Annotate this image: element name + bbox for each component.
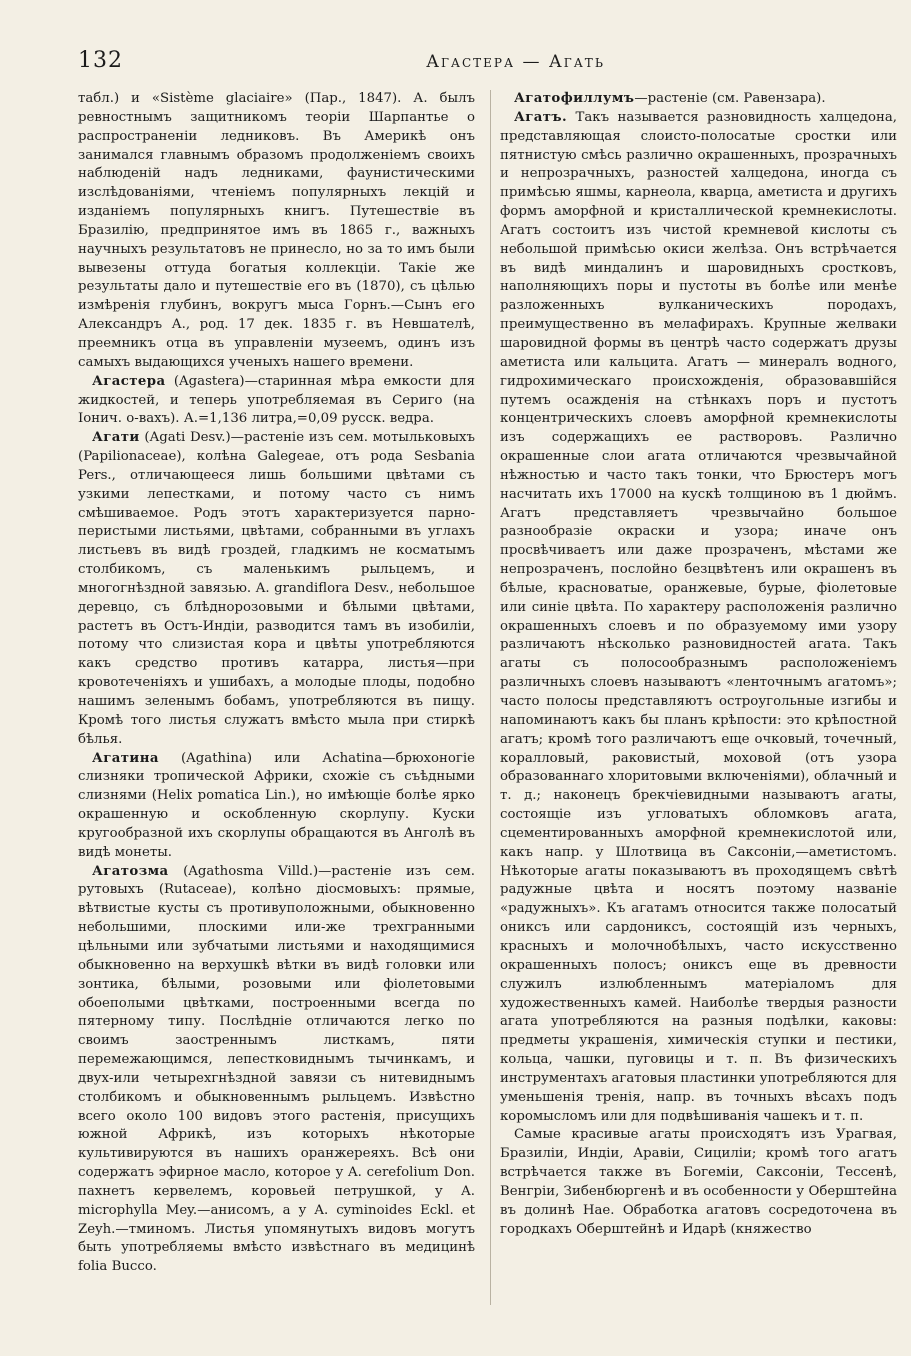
- column-divider: [490, 90, 491, 1305]
- entry-text-agati: (Agati Desv.)—растеніе изъ сем. мотыльковыхъ (Papilionaceae), колѣна Galegeae, отъ рода Sesbania Pers., отличающееся лишь большими цвѣтами съ узкими лепестками, и потому часто съ нимъ смѣшиваемое. Родъ этотъ характеризуется парно-перистыми листьями, цвѣтами, собранными въ углахъ листьевъ въ видѣ гроздей, гладкимъ не косматымъ столбикомъ, съ маленькимъ рыльцемъ, и многогнѣздной завязью. A. grandiflora Desv., небольшое деревцо, съ блѣднорозовыми и бѣлыми цвѣтами, растетъ въ Остъ-Индіи, разводится тамъ въ изобиліи, потому что слизистая кора и цвѣты употребляются какъ средство противъ катарра, листья—при кровотеченіяхъ и ушибахъ, а молодые плоды, подобно нашимъ зеленымъ бобамъ, употребляются въ пищу. Кромѣ того листья служатъ вмѣсто мыла при стиркѣ бѣлья.: [78, 430, 475, 747]
- headword-agatozma: Агатозма: [92, 863, 169, 879]
- entry-agatina: [78, 750, 475, 863]
- entry-agatozma: [78, 863, 475, 1278]
- entry-text-agastera: (Agastera)—старинная мѣра емкости для жидкостей, и теперь употребляемая въ Сериго (на Іонич. о-вахъ). А.=1,136 литра,=0,09 русск. ведра.: [78, 373, 475, 427]
- page-header: [78, 48, 883, 78]
- right-column: [500, 90, 897, 1308]
- headword-agastera: Агастера: [92, 373, 166, 389]
- entry-text-agatozma: (Agathosma Villd.)—растеніе изъ сем. рутовыхъ (Rutaceae), колѣно діосмовыхъ: прямые, вѣтвистые кусты съ противуположными, обыкновенно небольшими, плоскими или-же трехгранными цѣльными или зубчатыми листьями и находящимися обыкновенно на верхушкѣ вѣтки въ видѣ головки или зонтика, бѣлыми, розовыми или фіолетовыми обоеполыми цвѣтками, построенными всегда по пятерному типу. Послѣдніе отличаются легко по своимъ заостреннымъ листкамъ, пяти перемежающимся, лепестковиднымъ тычинкамъ, и двух-или четырехгнѣздной завязи съ нитевиднымъ столбикомъ и обыкновеннымъ рыльцемъ. Извѣстно всего около 100 видовъ этого растенія, присущихъ южной Африкѣ, изъ которыхъ нѣкоторые культивируются въ нашихъ оранжереяхъ. Всѣ они содержатъ эфирное масло, которое у A. cerefolium Don. пахнетъ кервелемъ, коровьей петрушкой, у A. microphylla Mey.—анисомъ, а у A. cyminoides Eckl. et Zeyh.—тминомъ. Листья упомянутыхъ видовъ могутъ быть употребляемы вмѣсто извѣстнаго въ медицинѣ folia Bucco.: [78, 863, 475, 1275]
- article-continuation: табл.) и «Sistème glaciaire» (Пар., 1847). А. былъ ревностнымъ защитникомъ теоріи Шарпантье о распространеніи ледниковъ. Въ Америкѣ онъ занимался главнымъ образомъ продолженіемъ своихъ наблюденій надъ ледниками, фаунистическими изслѣдованіями, чтеніемъ популярныхъ лекцій и изданіемъ популярныхъ книгъ. Путешествіе въ Бразилію, предпринятое имъ въ 1865 г., важныхъ научныхъ результатовъ не принесло, но за то имъ были вывезены оттуда богатыя коллекціи. Такіе же результаты дало и путешествіе его въ (1870), съ цѣлью измѣренія глубинъ, вокругъ мыса Горнъ.—Сынъ его Александръ А., род. 17 дек. 1835 г. въ Невшателѣ, преемникъ отца въ управленіи музеемъ, одинъ изъ самыхъ выдающихся ученыхъ нашего времени.: [78, 91, 475, 370]
- headword-agatofillum: Агатофиллумъ: [514, 91, 635, 106]
- page-number: 132: [78, 48, 123, 73]
- entry-text-agatofillum: —растеніе (см. Равензара).: [634, 91, 826, 106]
- entry-agat: [500, 109, 897, 1127]
- left-column: [78, 90, 475, 1308]
- entry-agat-continued: Самые красивые агаты происходятъ изъ Урагвая, Бразиліи, Индіи, Аравіи, Сициліи; кромѣ того агатъ встрѣчается также въ Богеміи, Саксоніи, Тессенѣ, Венгріи, Зибенбюргенѣ и въ особенности у Оберштейна въ долинѣ Нае. Обработка агатовъ сосредоточена въ городкахъ Оберштейнѣ и Идарѣ (княжество: [500, 1127, 897, 1237]
- entry-text-agat: Такъ называется разновидность халцедона, представляющая слоисто-полосатые сростки или пятнистую смѣсь различно окрашенныхъ, прозрачныхъ и непрозрачныхъ, разностей халцедона, иногда съ примѣсью яшмы, карнеола, кварца, аметиста и другихъ формъ аморфной и кристаллической кремнекислоты. Агатъ состоитъ изъ чистой кремневой кислоты съ небольшой примѣсью окиси желѣза. Онъ встрѣчается въ видѣ миндалинъ и шаровидныхъ сростковъ, наполняющихъ поры и пустоты въ болѣе или менѣе разложенныхъ вулканическихъ породахъ, преимущественно въ мелафирахъ. Крупные желвaки шаровидной формы въ центрѣ часто содержатъ друзы аметиста или кальцита. Агатъ — минералъ водного, гидрохимическаго происхожденія, образовавшійся путемъ осажденія на стѣнкахъ поръ и пустотъ концентрическихъ слоевъ аморфной кремнекислоты изъ содержащихъ ее растворовъ. Различно окрашенные слои агата отличаются чрезвычайной нѣжностью и часто такъ тонки, что Брюстеръ могъ насчитать ихъ 17000 на кускѣ толщиною въ 1 дюймъ. Агатъ представляетъ чрезвычайно большое разнообразіе окраски и узора; иначе онъ просвѣчиваетъ или даже прозраченъ, мѣстами же непрозраченъ, послойно безцвѣтенъ или окрашенъ въ бѣлые, красноватые, оранжевые, бурые, фіолетовые или синіе цвѣта. По характеру расположенія различно окрашенныхъ слоевъ и по образуемому ими узору различаютъ нѣсколько разновидностей агата. Такъ агаты съ полосообразнымъ расположеніемъ различныхъ слоевъ называютъ «ленточнымъ агатомъ»; часто полосы представляютъ остроугольные изгибы и напоминаютъ какъ бы планъ крѣпости: это крѣпостной агатъ; кромѣ того различаютъ еще очковый, точечный, коралловый, раковистый, моховой (отъ узора образованнаго хлоритовыми включеніями), облачный и т. д.; наконецъ брекчіевидными называютъ агаты, состоящіе изъ угловатыхъ обломковъ агата, сцементированныхъ аморфной кремнекислотой или, какъ напр. у Шлотвица въ Саксоніи,—аметистомъ. Нѣкоторые агаты показываютъ въ проходящемъ свѣтѣ радужные цвѣта и носятъ поэтому названіе «радужныхъ». Къ агатамъ относится также полосатый ониксъ или сардониксъ, состоящій изъ черныхъ, красныхъ и молочнобѣлыхъ, часто искусственно окрашенныхъ полосъ; ониксъ еще въ древности служилъ излюбленнымъ матеріаломъ для художественныхъ камей. Наиболѣе твердыя разности агата употребляются на разныя подѣлки, каковы: предметы украшенія, химическія ступки и пестики, кольца, чашки, пуговицы и т. п. Въ физическихъ инструментахъ агатовыя пластинки употребляются для уменьшенія тренія, напр. въ точныхъ вѣсахъ подъ коромысломъ или для подвѣшиванія чашекъ и т. п.: [500, 109, 897, 1124]
- headword-agat: Агатъ.: [514, 109, 568, 125]
- entry-agastera: [78, 373, 475, 430]
- headword-agati: Агати: [92, 430, 140, 446]
- entry-agati: [78, 429, 475, 749]
- entry-agatofillum: [500, 90, 897, 109]
- running-title: Агастера — Агать: [426, 52, 605, 72]
- headword-agatina: Агатина: [92, 750, 159, 766]
- entry-text-agatina: (Agathina) или Achatina—брюхоногіе слизняки тропической Африки, схожіе съ съѣдными слизнями (Helix pomatica Lin.), но имѣющіе болѣе ярко окрашенную и оскобленную скорлупу. Куски кругообразной ихъ скорлупы обращаются въ Анголѣ въ видѣ монеты.: [78, 750, 475, 860]
